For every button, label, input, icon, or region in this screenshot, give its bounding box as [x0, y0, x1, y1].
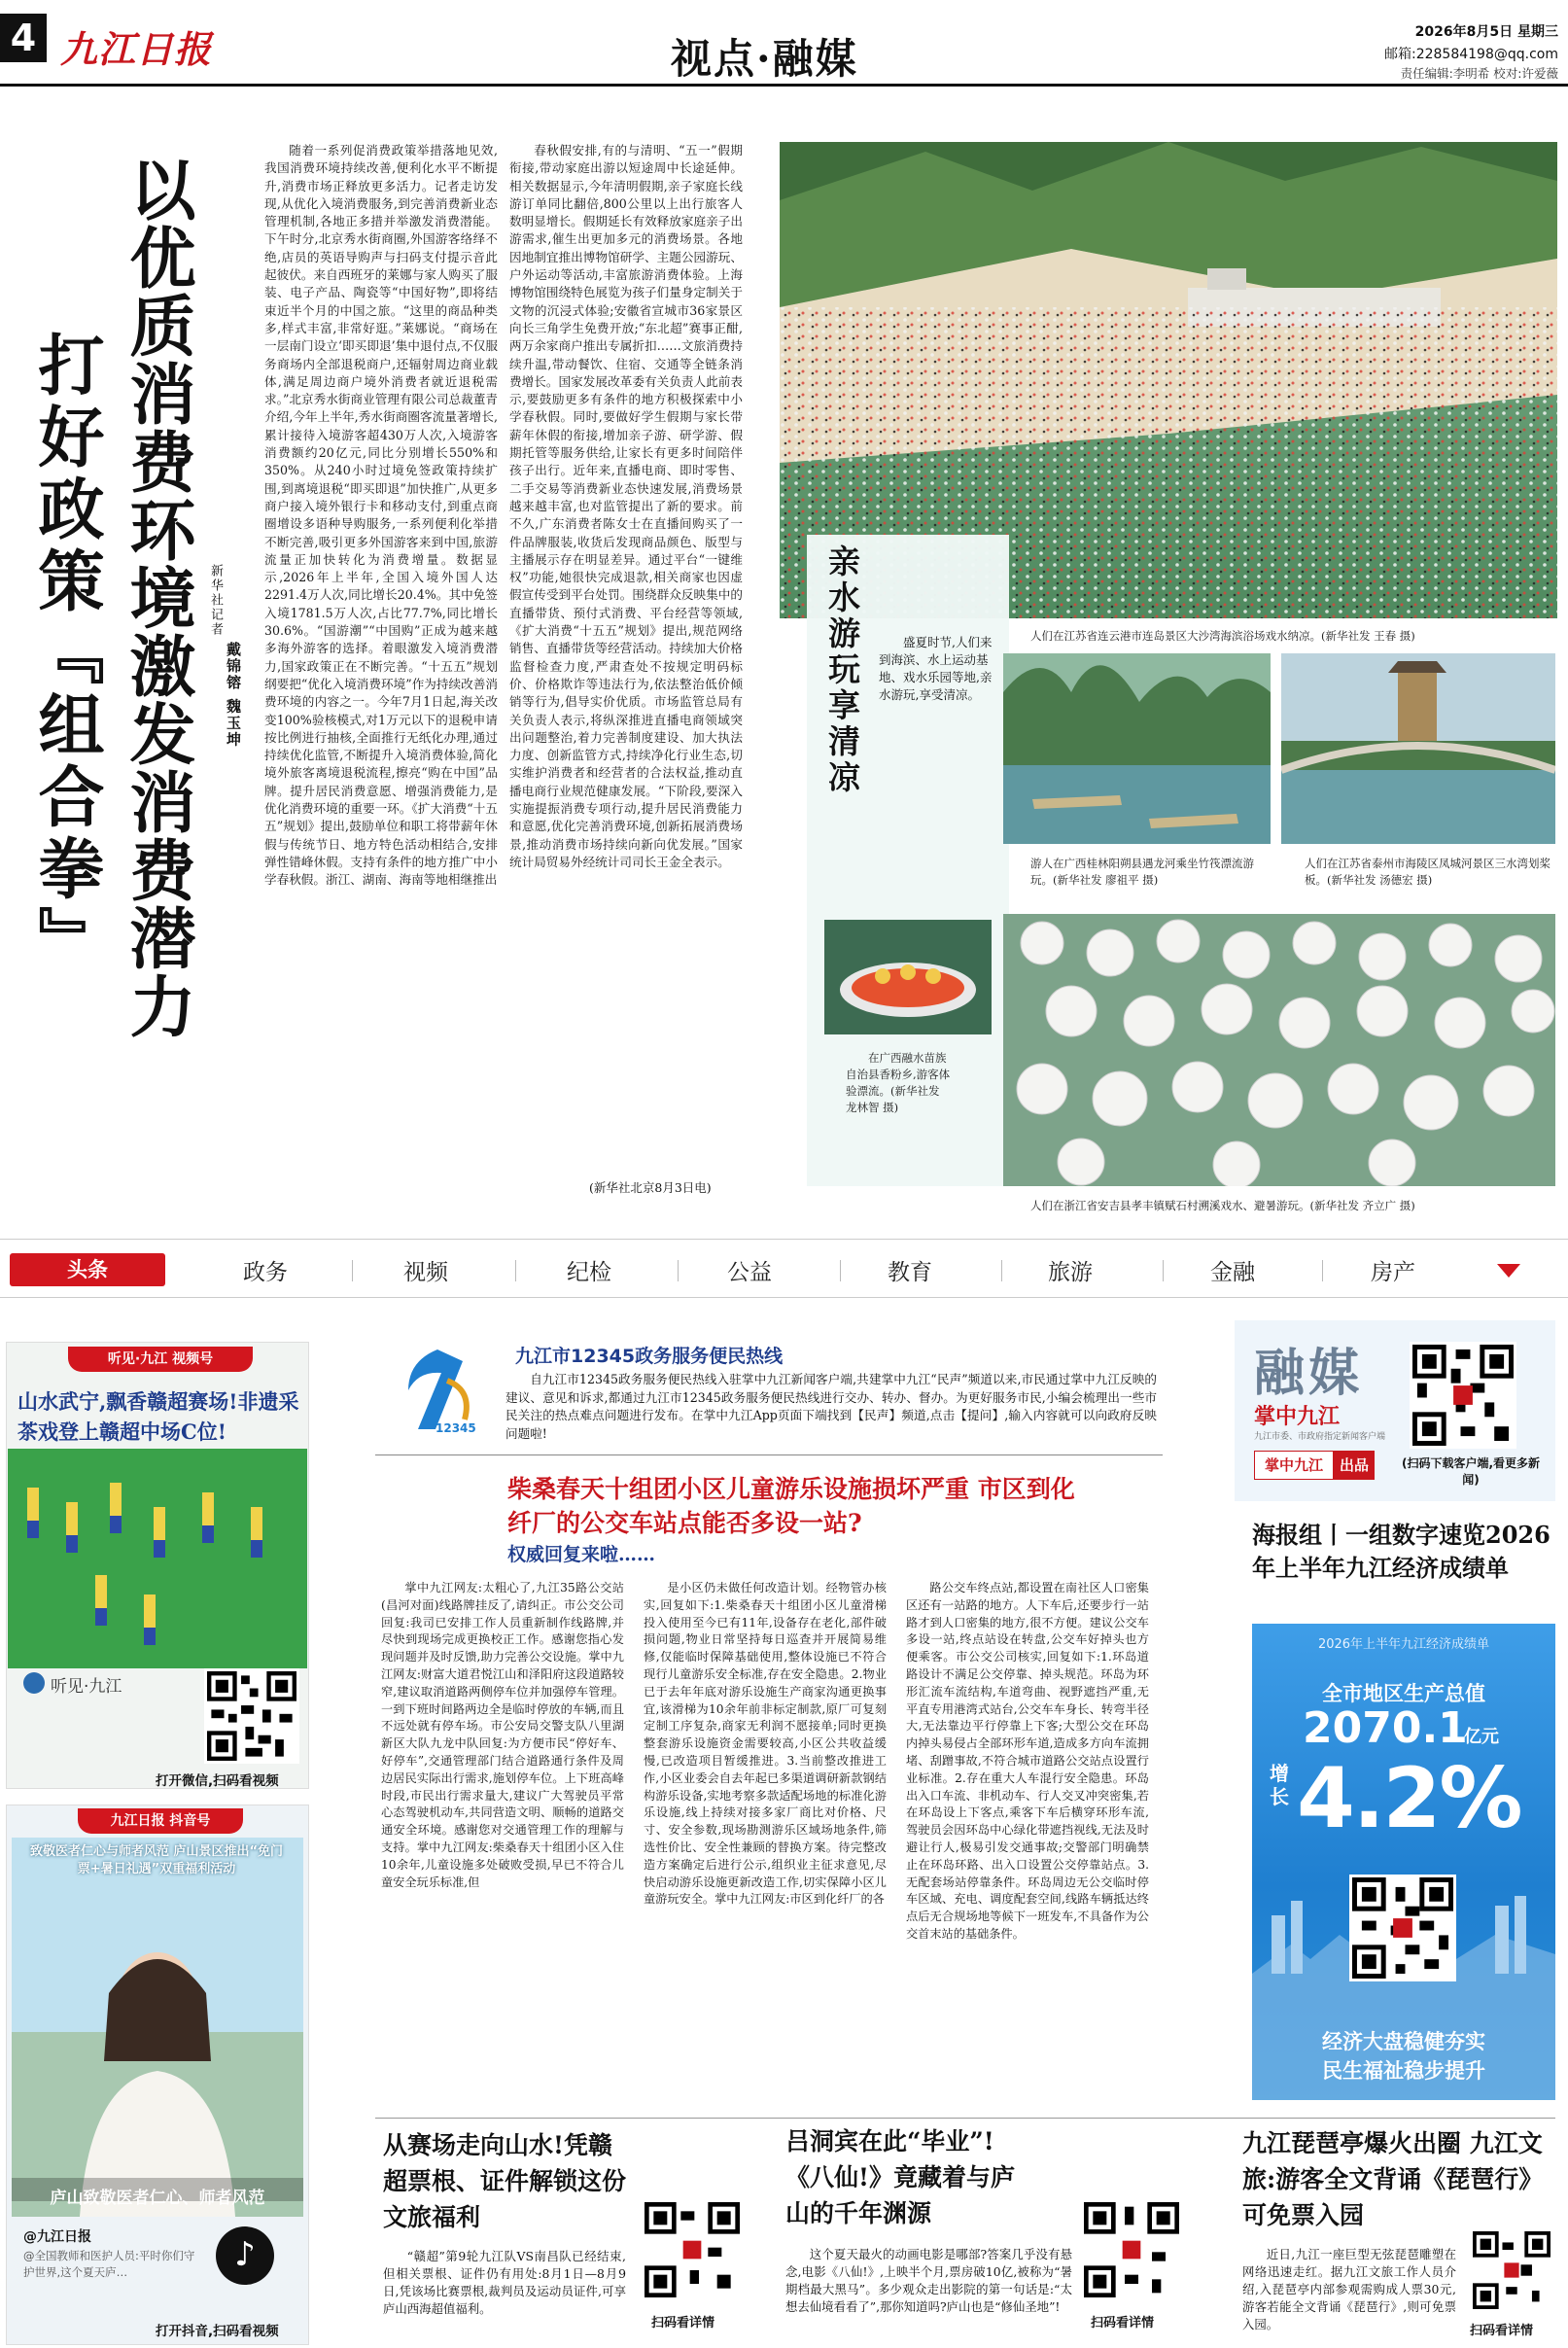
- nav-tab-2[interactable]: 视频: [403, 1260, 448, 1285]
- photo-umbrellas: [1003, 914, 1555, 1186]
- hotline-col-a: 掌中九江网友:太粗心了,九江35路公交站(昌河对面)线路牌挂反了,请纠正。市公交公司回复:我司已安排工作人员重新制作线路牌,并尽快到现场完成更换校正工作。感谢您指心发现问题并及时反馈,助力完善公交设施。掌中九江网友:财富大道君悦江山和泽阳府这段道路较窄,建议取消道路两侧停车位并加强停车管理。一到下班时间路两边全是临时停放的车辆,而且不远处就有停车场。市公安局交警支队八里湖新区大队九龙中队回复:为方便市民“停好车、好停车”,交通管理部门结合道路通行条件及周边居民实际出行需求,施划停车位。上下班高峰时段,市民出行需求量大,建议广大驾驶员平常心态驾驶机动车,共同营造文明、顺畅的道路交通安全环境。感谢您对交通管理工作的理解与支持。掌中九江网友:柴桑春天十组团小区入住10余年,儿童设施多处破败受损,早已不符合儿童安全玩乐标准,但: [381, 1581, 624, 1889]
- douyin-video-subtitle: 庐山致敬医者仁心、师者风范: [50, 2189, 265, 2208]
- nav-tab-8[interactable]: 房产: [1371, 1260, 1415, 1285]
- rongmei-slogan: 九江市委、市政府指定新闻客户端: [1254, 1432, 1386, 1442]
- nav-top-rule: [0, 1239, 1568, 1240]
- masthead-date: 2026年8月5日 星期三: [1414, 24, 1558, 40]
- nav-tab-active[interactable]: 头条: [10, 1253, 165, 1286]
- section-title: 视点·融媒: [671, 35, 858, 83]
- listen-logo-icon: [23, 1672, 45, 1694]
- bottom-item3-body: 近日,九江一座巨型无弦琵琶雕塑在网络迅速走红。据九江文旅工作人员介绍,入琵琶亭内部参观需购成人票30元,游客若能全文背诵《琵琶行》,则可免票入园。: [1242, 2247, 1456, 2331]
- qr-caption-weixin: 打开微信,扫码看视频: [156, 1773, 279, 1789]
- nav-tab-7[interactable]: 金融: [1210, 1260, 1255, 1285]
- poster-label: 全市地区生产总值: [1322, 1682, 1485, 1705]
- paper-logo: 九江日报: [60, 27, 213, 71]
- bottom-item1-body: “赣超”第9轮九江队VS南昌队已经结束,但相关票根、证件仍有用处:8月1日—8月9日,凭该场比赛票根,裁判员及运动员证件,可享庐山西海超值福利。: [383, 2249, 626, 2316]
- lead-dateline: (新华社北京8月3日电): [589, 1180, 712, 1195]
- lead-title-line1: 以优质消费环境激发消费潜力: [119, 156, 196, 1040]
- nav-sep: [1163, 1260, 1164, 1281]
- rongmei-title: 融媒: [1254, 1344, 1364, 1403]
- masthead-email: 邮箱:228584198@qq.com: [1383, 47, 1558, 62]
- nav-sep: [1001, 1260, 1002, 1281]
- poster-slogan-1: 经济大盘稳健夯实: [1322, 2030, 1485, 2053]
- bottom-item2-body: 这个夏天最火的动画电影是哪部?答案几乎没有悬念,电影《八仙!》,上映半个月,票房破10亿,被称为“暑期档最大黑马”。多少观众走出影院的第一句话是:“太想去仙境看看了”,那你知道吗?庐山也是“修仙圣地”!: [785, 2247, 1072, 2314]
- video-tag: 听见·九江 视频号: [68, 1347, 253, 1372]
- qr-caption-app: (扫码下载客户端,看更多新闻): [1401, 1456, 1541, 1487]
- photo-rafting: [824, 920, 992, 1034]
- douyin-banner: 致敬医者仁心与师者风范 庐山景区推出“免门票+暑日礼遇”双重福利活动: [29, 1844, 284, 1876]
- bottom-item2-title[interactable]: 吕洞宾在此“毕业”!《八仙!》竟藏着与庐山的千年渊源: [785, 2127, 1015, 2227]
- qr-caption-item2: 扫码看详情: [1091, 2316, 1155, 2330]
- nav-more-icon[interactable]: [1497, 1264, 1520, 1278]
- nav-bottom-rule: [0, 1297, 1568, 1298]
- hotline-headline: 柴桑春天十组团小区儿童游乐设施损坏严重 市区到化纤厂的公交车站点能否多设一站?: [507, 1475, 1075, 1537]
- qr-code-item3: [1470, 2228, 1553, 2312]
- nav-sep: [352, 1260, 353, 1281]
- poster-gdp-value: 2070.1: [1303, 1703, 1468, 1753]
- hotline-subhead: 权威回复来啦……: [507, 1544, 656, 1565]
- hotline-rule: [375, 1454, 1163, 1455]
- qr-code-item2: [1081, 2199, 1182, 2300]
- nav-sep: [840, 1260, 841, 1281]
- hotline-col-b: 是小区仍未做任何改造计划。经物管办核实,回复如下:1.柴桑春天十组团小区儿童滑梯投入使用至今已有11年,设备存在老化,部件破损问题,物业日常坚持每日巡查并开展简易维修,仅能临时保障基础使用,整体设施已不符合现行儿童游乐安全标准,存在安全隐患。2.物业已于去年年底对游乐设施生产商家沟通更换事宜,该滑梯为10余年前非标定制款,原厂可复刻定制工序复杂,商家无利润不愿接单;同时更换整套游乐设施资金需要较高,小区公共收益缓慢,已改造项目暂缓推进。3.当前整改推进工作,小区业委会自去年起已多渠道调研新款钢结构游乐设备,实地考察多款适配场地的标准化游乐设施,线上持续对接多家厂商比对价格、尺寸、安全参数,现场勘测游乐区域场地条件,筛选性价比、安全性兼顾的替换方案。待完整改造方案确定后进行公示,组织业主征求意见,尽快启动游乐设施更新改造工作,切实保障小区儿童游玩安全。掌中九江网友:市区到化纤厂的各: [644, 1581, 887, 1907]
- poster-feature-title: 海报组丨一组数字速览2026年上半年九江经济成绩单: [1252, 1521, 1551, 1582]
- nav-tab-1[interactable]: 政务: [243, 1260, 288, 1285]
- douyin-thumbnail[interactable]: [12, 1838, 303, 2217]
- masthead-editors: 责任编辑:李明希 校对:许爱薇: [1400, 66, 1558, 81]
- poster-slogan-2: 民生福祉稳步提升: [1322, 2059, 1485, 2083]
- poster-header: 2026年上半年九江经济成绩单: [1317, 1637, 1490, 1652]
- hotline-col-c: 路公交车终点站,都设置在南社区人口密集区还有一站路的地方。人下车后,还要步行一站路才到人口密集的地方,很不方便。建议公交车多设一站,终点站设在转盘,公交车好掉头也方便乘客。市公交公司核实,回复如下:1.环岛道路设计不满足公交停靠、掉头规范。环岛为环形汇流车流结构,车道弯曲、视野遮挡严重,无平直专用港湾式站台,公交车车身长、转弯半径大,无法靠边平行停靠上下客;大型公交在环岛内掉头易侵占全部环形车道,造成多方向车流拥堵、刮蹭事故,不符合城市道路公交站点设置行业标准。2.存在重大人车混行安全隐患。环岛出入口车流、非机动车、行人交叉冲突密集,若在环岛设上下客点,乘客下车后横穿环形车流,驾驶员会因环岛中心绿化带遮挡视线,无法及时避让行人,极易引发交通事故;交警部门明确禁止在环岛环路、出入口设置公交停靠站点。3.无配套场站停靠条件。环岛周边无公交临时停车区域、充电、调度配套空间,线路车辆抵达终点后无合规场地等候下一班发车,不具备作为公交首末站的基础条件。: [906, 1581, 1149, 1941]
- photo-guilin: [1003, 653, 1271, 844]
- bottom-rule: [375, 2118, 1555, 2119]
- poster-gdp-unit: 亿元: [1464, 1727, 1499, 1747]
- photo-taizhou: [1281, 653, 1555, 844]
- masthead-rule: [0, 84, 1568, 87]
- rongmei-app-name: 掌中九江: [1254, 1405, 1341, 1429]
- download-app-badge: 出品: [1334, 1451, 1375, 1480]
- poster-growth-value: 4.2%: [1297, 1750, 1521, 1847]
- caption-rafting: 在广西融水苗族自治县香粉乡,游客体验漂流。(新华社发 龙林智 摄): [846, 1051, 951, 1114]
- download-app-button[interactable]: 掌中九江: [1254, 1451, 1334, 1480]
- douyin-tag: 九江日报 抖音号: [78, 1808, 243, 1834]
- nav-tab-4[interactable]: 公益: [727, 1260, 772, 1285]
- qr-caption-item3: 扫码看详情: [1470, 2324, 1534, 2338]
- douyin-desc: @全国教师和医护人员:平时你们守护世界,这个夏天庐…: [23, 2249, 195, 2279]
- qr-code-item1: [642, 2199, 743, 2300]
- caption-beach: 人们在江苏省连云港市连岛景区大沙湾海滨浴场戏水纳凉。(新华社发 王春 摄): [1030, 629, 1415, 643]
- photo-feature-intro: 盛夏时节,人们来到海滨、水上运动基地、戏水乐园等地,亲水游玩,享受清凉。: [879, 635, 993, 702]
- qr-caption-item1: 扫码看详情: [651, 2316, 715, 2330]
- video-thumbnail[interactable]: [8, 1449, 307, 1668]
- poster-growth-label: 增长: [1270, 1762, 1289, 1808]
- qr-code-poster: [1349, 1875, 1456, 1981]
- page-number-box: 4: [0, 14, 47, 62]
- lead-byline-label: 新华社记者: [208, 564, 223, 637]
- caption-guangxi: 游人在广西桂林阳朔县遇龙河乘坐竹筏漂流游玩。(新华社发 廖祖平 摄): [1030, 857, 1254, 887]
- nav-sep: [515, 1260, 516, 1281]
- douyin-logo-icon: ♪: [216, 2226, 274, 2285]
- qr-code-app: [1410, 1342, 1516, 1449]
- qr-caption-douyin: 打开抖音,扫码看视频: [156, 2324, 279, 2339]
- nav-tab-6[interactable]: 旅游: [1048, 1260, 1093, 1285]
- lead-body-col2: 春秋假安排,有的与清明、“五一”假期衔接,带动家庭出游以短途周中长途延伸。相关数据显示,今年清明假期,亲子家庭长线游订单同比翻倍,800公里以上出行旅客人数明显增长。假期延长有效释放家庭亲子出游需求,催生出更加多元的消费场景。各地因地制宜推出博物馆研学、主题公园游玩、户外运动等活动,丰富旅游消费体验。上海博物馆围绕特色展览为孩子们量身定制关于文物的沉浸式体验;安徽省宣城市36家景区向长三角学生免费开放;“东北超”赛事正酣,两万余家商户推出专属折扣……文旅消费持续升温,带动餐饮、住宿、交通等全链条消费增长。国家发展改革委有关负责人此前表示,要鼓励更多有条件的地方积极探索中小学春秋假。同时,要做好学生假期与家长带薪年休假的衔接,增加亲子游、研学游、假期托管等服务供给,让家长有更多时间陪伴孩子出行。近年来,直播电商、即时零售、二手交易等消费新业态快速发展,消费场景越来越丰富,也对监管提出了新的要求。前不久,广东消费者陈女士在直播间购买了一件品牌服装,收货后发现商品颜色、版型与主播展示存在明显差异。通过平台“一键维权”功能,她很快完成退款,相关商家也因虚假宣传受到平台处罚。围绕群众反映集中的直播带货、预付式消费、平台经营等领域,《扩大消费“十五五”规划》提出,规范网络销售、直播带货等经营活动。持续加大价格监督检查力度,严肃查处不按规定明码标价、价格欺诈等违法行为,依法整治低价倾销等行为,倡导实价优质。市场监管总局有关负责人表示,将纵深推进直播电商领域突出问题整治,着力完善制度建设、加大执法力度、创新监管方式,持续净化行业生态,切实维护消费者和经营者的合法权益,推动直播电商行业规范健康发展。“下阶段,要深入实施提振消费专项行动,提升居民消费能力和意愿,优化完善消费环境,创新拓展消费场景,推动消费市场持续向新向优发展。”国家统计局贸易外经统计司司长王金全表示。: [509, 143, 743, 869]
- douyin-account: @九江日报: [23, 2229, 91, 2245]
- qr-code-weixin: [204, 1668, 299, 1764]
- hotline-title: 九江市12345政务服务便民热线: [515, 1346, 784, 1367]
- bottom-item3-title[interactable]: 九江琵琶亭爆火出圈 九江文旅:游客全文背诵《琵琶行》可免票入园: [1242, 2129, 1544, 2229]
- hotline-intro: 自九江市12345政务服务便民热线入驻掌中九江新闻客户端,共建掌中九江“民声”频道以来,市民通过掌中九江反映的建议、意见和诉求,都通过九江市12345政务服务便民热线进行交办、转办、督办。为更好服务市民,小编会梳理出一些市民关注的热点难点问题进行发布。在掌中九江App页面下端找到【民声】频道,点击【提问】,输入内容就可以向政府反映问题啦!: [505, 1372, 1157, 1441]
- hotline-logo-number: 12345: [436, 1421, 476, 1435]
- listen-brand: 听见·九江: [51, 1677, 122, 1697]
- nav-sep: [678, 1260, 679, 1281]
- lead-byline-names: 戴锦镕 魏玉坤: [225, 642, 242, 749]
- bottom-item1-title[interactable]: 从赛场走向山水!凭赣超票根、证件解锁这份文旅福利: [383, 2131, 627, 2231]
- caption-taizhou: 人们在江苏省泰州市海陵区凤城河景区三水湾划桨板。(新华社发 汤德宏 摄): [1305, 857, 1551, 887]
- lead-body-col1: 随着一系列促消费政策举措落地见效,我国消费环境持续改善,便利化水平不断提升,消费市场正释放更多活力。记者走访发现,从优化入境消费服务,到完善消费新业态管理机制,各地正多措并举激发消费潜能。下午时分,北京秀水街商圈,外国游客络绎不绝,店员的英语导购声与扫码支付提示音此起彼伏。来自西班牙的莱娜与家人购买了服装、电子产品、陶瓷等“中国好物”,即将结束近半个月的中国之旅。“这里的商品种类多,样式丰富,非常好逛。”莱娜说。“商场在一层南门设立‘即买即退’集中退付点,不仅服务商场内全部退税商户,还辐射周边商业载体,满足周边商户境外消费者就近退税需求。”北京秀水街商业管理有限公司总裁董青介绍,今年上半年,秀水街商圈客流量著增长,累计接待入境游客超430万人次,入境游客消费额约20亿元,同比分别增长550%和350%。从240小时过境免签政策持续扩围,到离境退税“即买即退”加快推广,从更多商户接入境外银行卡和移动支付,到重点商圈增设多语种导购服务,一系列便利化举措不断完善,吸引更多外国游客来到中国,旅游流量正加快转化为消费增量。数据显示,2026年上半年,全国入境外国人达2291.4万人次,同比增长20.4%。其中免签入境1781.5万人次,占比77.7%,同比增长30.6%。“国游潮”“中国购”正成为越来越多海外游客的选择。着眼激发入境消费潜力,国家政策正在不断完善。“十五五”规划纲要把“优化入境消费环境”作为持续改善消费环境的内容之一。今年7月1日起,海关改变100%验核模式,对1万元以下的退税申请按比例进行抽核,全面推行无纸化办理,通过持续优化监管,不断提升入境消费体验,简化境外旅客离境退税流程,擦亮“购在中国”品牌。提升居民消费意愿、增强消费能力,是优化消费环境的重要一环。《扩大消费“十五五”规划》提出,鼓励单位和职工将带薪年休假与传统节日、地方特色活动相结合,安排弹性错峰休假。支持有条件的地方推广中小学春秋假。浙江、湖南、海南等地相继推出: [264, 143, 498, 888]
- photo-feature-title: 亲水游玩享清凉: [823, 544, 861, 796]
- caption-umbrellas: 人们在浙江省安吉县孝丰镇赋石村溯溪戏水、避暑游玩。(新华社发 齐立广 摄): [1030, 1199, 1415, 1212]
- lead-title-line2: 打好政策『组合拳』: [27, 331, 105, 978]
- nav-tab-3[interactable]: 纪检: [567, 1260, 611, 1285]
- nav-sep: [1322, 1260, 1323, 1281]
- video-title: 山水武宁,飘香赣超赛场!非遗采茶戏登上赣超中场C位!: [17, 1389, 299, 1444]
- nav-tab-5[interactable]: 教育: [888, 1260, 932, 1285]
